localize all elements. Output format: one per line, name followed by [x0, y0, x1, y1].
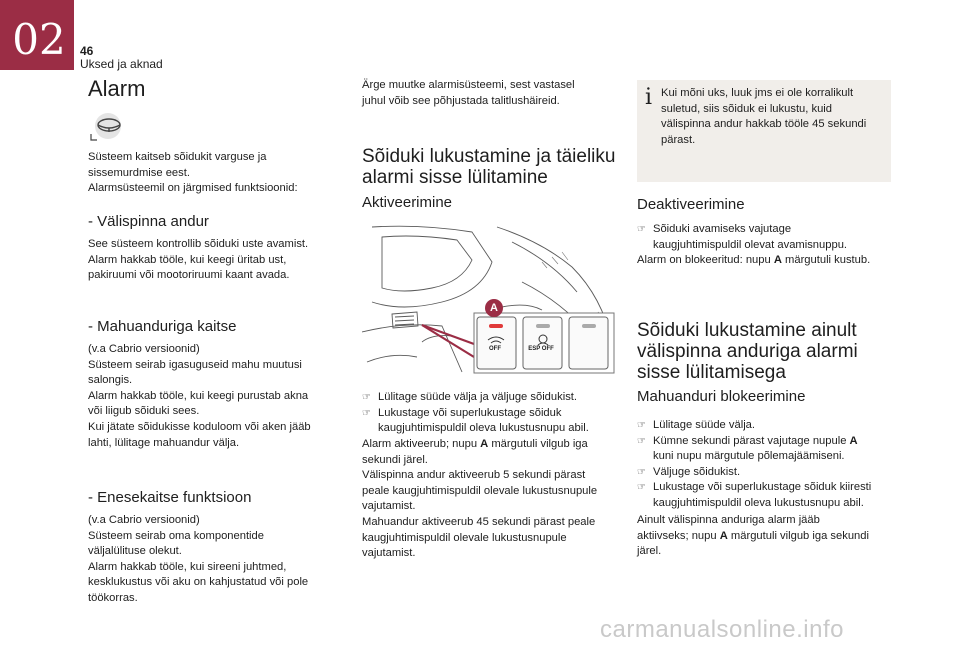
locking-title: Sõiduki lukustamine ja täieliku alarmi sisse lülitamine — [362, 146, 616, 188]
volumetric-text: (v.a Cabrio versioonid) Süsteem seirab igasuguseid mahu muutusi salongis. Alarm hakkab tööle, kui keegi purustab akna või liigub sõiduki sees. Kui jätate sõidukisse koduloom või aken jääb lahti, lülitage mahuandur välja. — [88, 343, 311, 449]
list-item: ☞ Lülitage süüde välja ja väljuge sõidukist. — [362, 390, 618, 406]
volumetric-block-heading: Mahuanduri blokeerimine — [637, 388, 806, 405]
steering-wheel-icon — [88, 112, 128, 144]
exterior-only-result: Ainult välispinna anduriga alarm jääb aktiivseks; nupu A märgutuli vilgub iga sekundi järel. — [637, 514, 869, 558]
info-icon: i — [645, 85, 653, 110]
callout-a-badge: A — [485, 299, 503, 317]
list-item: ☞ Lukustage või superlukustage sõiduk kiiresti — [637, 480, 893, 496]
watermark: carmanualsonline.info — [600, 616, 844, 643]
list-item: ☞ Väljuge sõidukist. — [637, 465, 893, 481]
esp-off-button-label: ESP OFF — [528, 346, 554, 352]
self-protection-text: (v.a Cabrio versioonid) Süsteem seirab oma komponentide väljalülituse olekut. Alarm hakkab tööle, kui sireeni juhtmed, kesklukustus või aku on kahjustatud või pole töökorras. — [88, 514, 309, 604]
page-number: 46 — [80, 44, 94, 58]
alarm-intro: Süsteem kaitseb sõidukit varguse ja sissemurdmise eest. Alarmsüsteemil on järgmised funktsioonid: — [88, 151, 298, 195]
volumetric-block-steps: ☞ Lülitage süüde välja. ☞ Kümne sekundi pärast vajutage nupule A kuni nupu märgutule põlemajäämiseni. ☞ Väljuge sõidukist. ☞ Lukustage või superlukustage sõiduk kiiresti kaugjuhtimispuldil oleva lukustusnupu abil. — [637, 418, 893, 512]
warning-note: Ärge muutke alarmisüsteemi, sest vastasel juhul võib see põhjustada talitlushäireid. — [362, 79, 575, 107]
info-text: Kui mõni uks, luuk jms ei ole korralikult suletud, siis sõiduk ei lukustu, kuid välispinna andur hakkab tööle 45 sekundi pärast. — [661, 87, 867, 146]
deactivation-text: ☞ Sõiduki avamiseks vajutage kaugjuhtimispuldil olevat avamisnuppu. Alarm on blokeeritud: nupu A märgutuli kustub. — [637, 222, 893, 269]
activation-bullets: ☞ Lülitage süüde välja ja väljuge sõidukist. ☞ Lukustage või superlukustage sõiduk kaugjuhtimispuldil oleva lukustusnupu abil. — [362, 390, 618, 437]
deactivation-heading: Deaktiveerimine — [637, 196, 745, 213]
section-label: Uksed ja aknad — [80, 57, 163, 71]
volumetric-heading: - Mahuanduriga kaitse — [88, 318, 237, 335]
self-protection-heading: - Enesekaitse funktsioon — [88, 489, 252, 506]
list-item: ☞ Kümne sekundi pärast vajutage nupule A — [637, 434, 893, 450]
list-item: ☞ Sõiduki avamiseks vajutage — [637, 222, 893, 238]
activation-heading: Aktiveerimine — [362, 194, 453, 211]
exterior-sensor-heading: - Välispinna andur — [88, 213, 209, 230]
off-button-label: OFF — [489, 346, 501, 352]
list-item: ☞ Lukustage või superlukustage sõiduk — [362, 406, 618, 422]
exterior-only-title: Sõiduki lukustamine ainult välispinna anduriga alarmi sisse lülitamisega — [637, 320, 858, 383]
list-item: ☞ Lülitage süüde välja. — [637, 418, 893, 434]
exterior-sensor-text: See süsteem kontrollib sõiduki uste avamist. Alarm hakkab tööle, kui keegi üritab ust, pakiruumi või mootoriruumi kaant avada. — [88, 238, 309, 282]
alarm-title: Alarm — [88, 76, 146, 101]
chapter-number: 02 — [12, 15, 66, 64]
activation-text: Alarm aktiveerub; nupu A märgutuli vilgub iga sekundi järel. Välispinna andur aktiveerub 5 sekundi pärast peale kaugjuhtimispuldil olevale lukustusnupule vajutamist. Mahuandur aktiveerub 45 sekundi pärast peale kaugjuhtimispuldil olevale lukustusnupule vajutamist. — [362, 438, 598, 560]
